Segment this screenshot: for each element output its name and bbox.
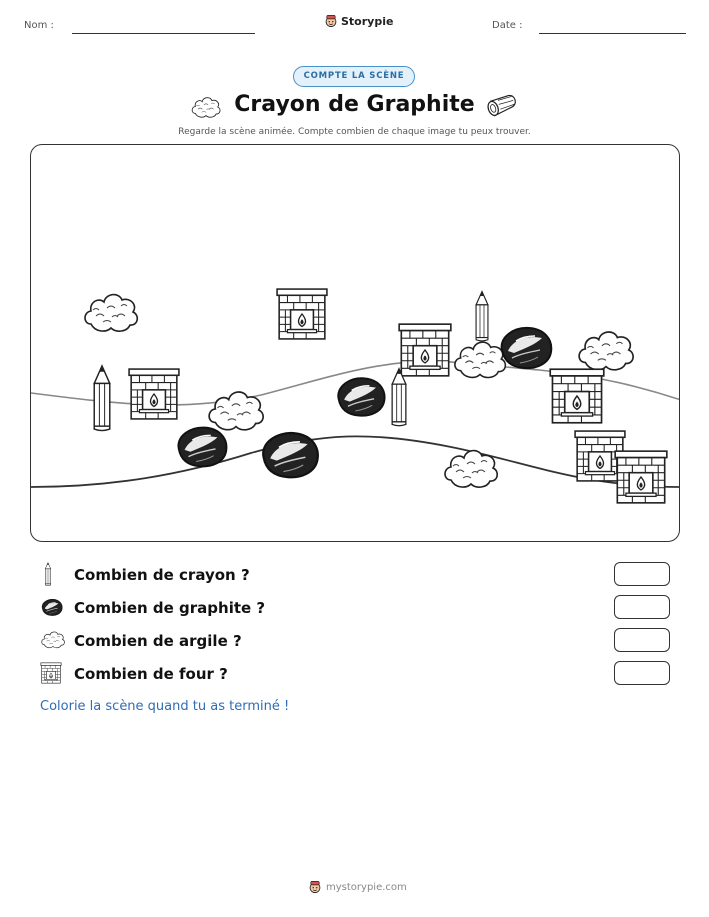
answer-box-graphite[interactable] — [614, 595, 670, 619]
graphite-icon — [40, 597, 64, 617]
storypie-logo — [324, 14, 393, 28]
mascot-icon — [308, 880, 322, 894]
activity-badge: COMPTE LA SCÈNE — [293, 66, 415, 87]
answer-box-argile[interactable] — [614, 628, 670, 652]
question-row-four — [40, 662, 670, 688]
footer-url[interactable]: mystorypie.com — [326, 881, 407, 893]
answer-box-four[interactable] — [614, 661, 670, 685]
colouring-instruction: Colorie la scène quand tu as terminé ! — [40, 699, 290, 714]
question-row-graphite — [40, 596, 670, 622]
furnace-icon — [40, 662, 62, 684]
date-label: Date : — [492, 20, 523, 31]
date-field-line[interactable] — [539, 33, 686, 34]
page-title: Crayon de Graphite — [234, 92, 475, 117]
mascot-icon — [324, 14, 338, 28]
pencil-icon — [42, 562, 54, 586]
clay-icon — [445, 451, 497, 488]
counting-scene — [30, 144, 680, 542]
name-label: Nom : — [24, 20, 54, 31]
graphite-icon — [263, 433, 318, 477]
furnace-icon — [129, 369, 179, 419]
brand-name: Storypie — [341, 14, 394, 28]
answer-box-crayon[interactable] — [614, 562, 670, 586]
question-row-crayon — [40, 563, 670, 589]
pencil-icon — [94, 366, 110, 431]
graphite-icon — [178, 428, 226, 467]
graphite-icon — [502, 328, 552, 368]
pencil-icon — [476, 291, 488, 340]
clay-icon — [455, 342, 506, 377]
name-field-line[interactable] — [72, 33, 255, 34]
question-text: Combien de four ? — [74, 665, 228, 683]
question-text: Combien de graphite ? — [74, 599, 266, 617]
footer — [308, 880, 407, 894]
clay-icon — [85, 295, 137, 332]
question-text: Combien de argile ? — [74, 632, 242, 650]
question-row-argile — [40, 629, 670, 655]
furnace-icon — [615, 451, 667, 503]
furnace-icon — [277, 289, 327, 339]
question-text: Combien de crayon ? — [74, 566, 250, 584]
clay-icon — [579, 332, 633, 370]
instructions: Regarde la scène animée. Compte combien de chaque image tu peux trouver. — [178, 127, 531, 137]
graphite-icon — [338, 378, 384, 416]
clay-icon — [209, 392, 263, 430]
log-icon — [486, 94, 518, 118]
pencil-icon — [392, 369, 406, 426]
furnace-icon — [550, 369, 604, 423]
furnace-icon — [399, 324, 451, 376]
scene-illustration — [31, 145, 680, 542]
clay-icon — [40, 629, 66, 650]
